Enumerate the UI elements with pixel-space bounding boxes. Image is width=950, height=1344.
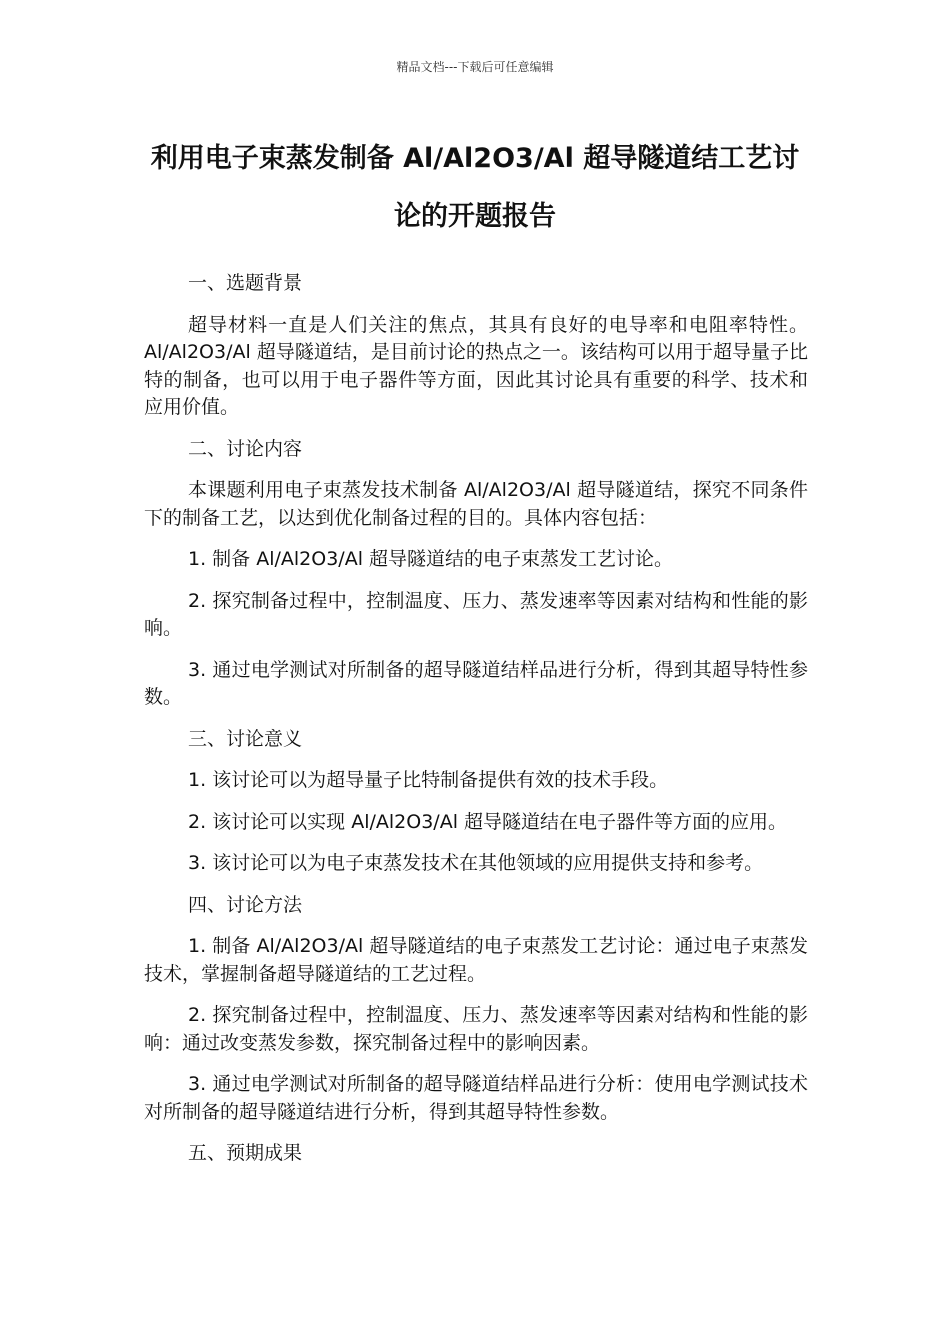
list-item-significance-2: 2. 该讨论可以实现 Al/Al2O3/Al 超导隧道结在电子器件等方面的应用。 xyxy=(188,810,788,833)
section-heading-methods: 四、讨论方法 xyxy=(188,893,303,916)
section-heading-background: 一、选题背景 xyxy=(188,272,303,294)
list-item-methods-2: 2. 探究制备过程中，控制温度、压力、蒸发速率等因素对结构和性能的影响：通过改变蒸发参数，探究制备过程中的影响因素。 xyxy=(144,1004,808,1054)
list-item-content-1: 1. 制备 Al/Al2O3/Al 超导隧道结的电子束蒸发工艺讨论。 xyxy=(188,548,674,570)
document-body xyxy=(144,270,808,1182)
list-item-significance-3: 3. 该讨论可以为电子束蒸发技术在其他领域的应用提供支持和参考。 xyxy=(188,852,764,874)
list-item-methods-3: 3. 通过电学测试对所制备的超导隧道结样品进行分析：使用电学测试技术对所制备的超导隧道结进行分析，得到其超导特性参数。 xyxy=(144,1073,808,1123)
list-item-content-2: 2. 探究制备过程中，控制温度、压力、蒸发速率等因素对结构和性能的影响。 xyxy=(144,589,808,639)
list-item-methods-1: 1. 制备 Al/Al2O3/Al 超导隧道结的电子束蒸发工艺讨论：通过电子束蒸发技术，掌握制备超导隧道结的工艺过程。 xyxy=(144,935,808,985)
paragraph-background: 超导材料一直是人们关注的焦点，其具有良好的电导率和电阻率特性。Al/Al2O3/Al 超导隧道结，是目前讨论的热点之一。该结构可以用于超导量子比特的制备，也可以用于电子器件等方面，因此其讨论具有重要的科学、技术和应用价值。 xyxy=(144,313,808,418)
list-item-significance-1: 1. 该讨论可以为超导量子比特制备提供有效的技术手段。 xyxy=(188,769,669,791)
title-line-1: 利用电子束蒸发制备 Al/Al2O3/Al 超导隧道结工艺讨 xyxy=(150,143,800,174)
section-heading-expected-results: 五、预期成果 xyxy=(188,1142,303,1164)
list-item-content-3: 3. 通过电学测试对所制备的超导隧道结样品进行分析，得到其超导特性参数。 xyxy=(144,658,808,708)
section-heading-content: 二、讨论内容 xyxy=(188,437,303,460)
document-title xyxy=(140,130,810,246)
title-line-2: 论的开题报告 xyxy=(394,201,556,232)
section-heading-significance: 三、讨论意义 xyxy=(188,727,303,750)
paragraph-content-intro: 本课题利用电子束蒸发技术制备 Al/Al2O3/Al 超导隧道结，探究不同条件下的制备工艺，以达到优化制备过程的目的。具体内容包括： xyxy=(144,479,808,529)
header-note: 精品文档---下载后可任意编辑 xyxy=(396,60,554,74)
